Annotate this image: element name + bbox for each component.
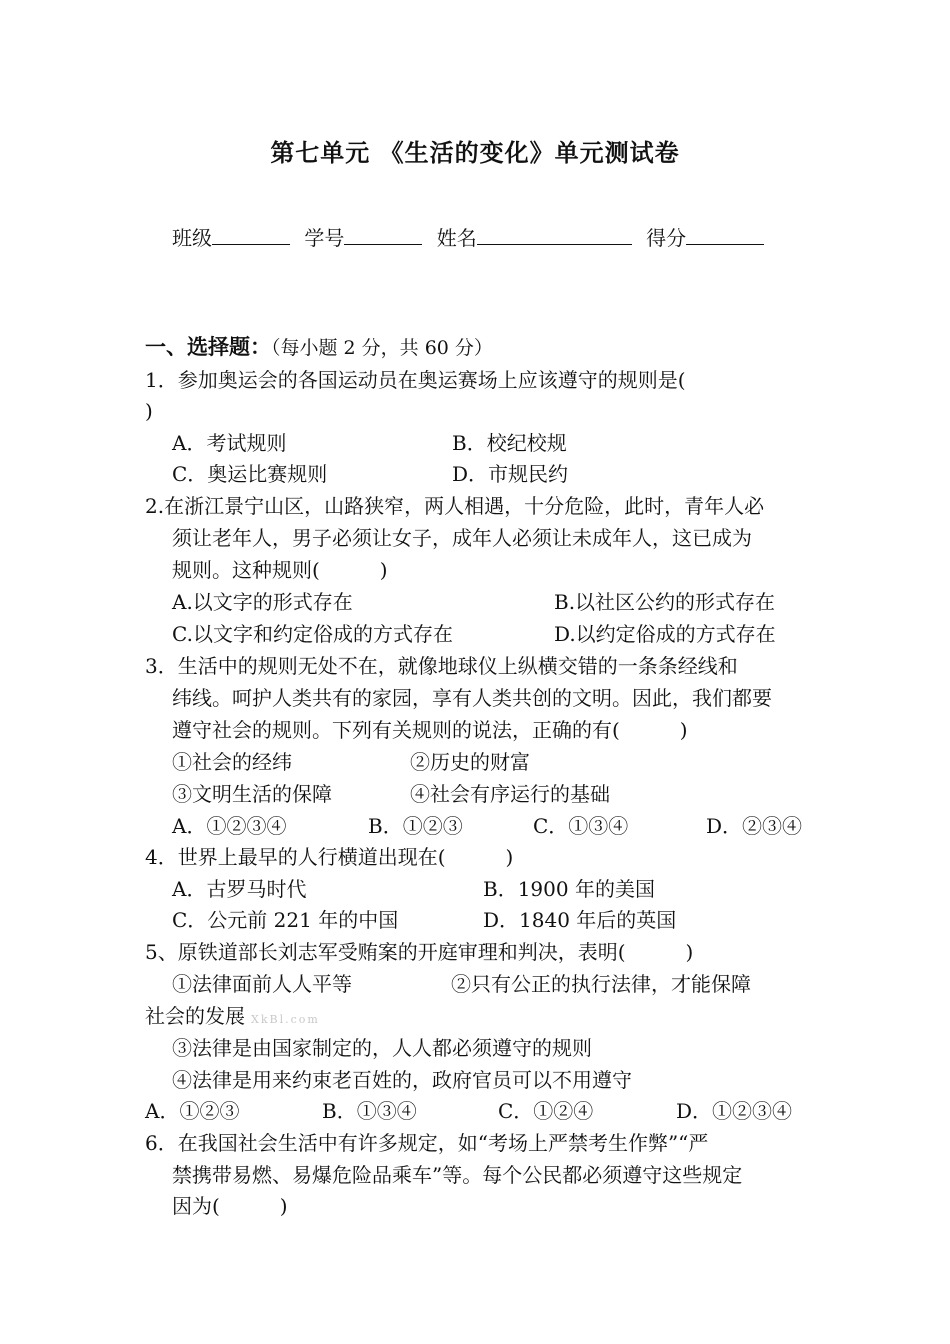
score-label: 得分 [646,226,687,250]
q3-stem-line1: 3．生活中的规则无处不在，就像地球仪上纵横交错的一条条经线和 [145,654,738,678]
q2-option-c: C.以文字和约定俗成的方式存在 [172,622,453,646]
name-blank [477,224,632,245]
q5-stem: 5、原铁道部长刘志军受贿案的开庭审理和判决，表明( ) [145,940,694,964]
q3-option-a: A．①②③④ [172,814,287,838]
q3-statement-2: ②历史的财富 [410,750,530,774]
q2-stem-line2: 须让老年人，男子必须让女子，成年人必须让未成年人，这已成为 [172,526,752,550]
q5-option-a: A．①②③ [145,1099,240,1123]
q3-statement-1: ①社会的经纬 [172,750,292,774]
q3-stem-line3: 遵守社会的规则。下列有关规则的说法，正确的有( ) [172,718,688,742]
q1-option-a: A．考试规则 [172,431,287,455]
q2-stem-line3: 规则。这种规则( ) [172,558,388,582]
q3-option-b: B．①②③ [368,814,463,838]
q5-statement-2-cont: 社会的发展 [145,1004,245,1028]
q5-statement-2-cont-line [145,1002,320,1034]
q4-option-c: C．公元前 221 年的中国 [172,908,399,932]
q4-option-d: D．1840 年后的英国 [483,908,677,932]
number-blank [344,224,422,245]
q3-stem-line2: 纬线。呵护人类共有的家园，享有人类共创的文明。因此，我们都要 [172,686,772,710]
q1-option-c: C．奥运比赛规则 [172,462,328,486]
q4-stem: 4．世界上最早的人行横道出现在( ) [145,845,514,869]
q2-option-a: A.以文字的形式存在 [172,590,353,614]
q4-option-b: B．1900 年的美国 [483,877,655,901]
q2-option-d: D.以约定俗成的方式存在 [554,622,776,646]
student-info-line [172,224,764,252]
q6-stem-line2: 禁携带易燃、易爆危险品乘车”等。每个公民都必须遵守这些规定 [172,1163,743,1187]
q1-stem-line2: ) [145,399,153,423]
q5-statement-4: ④法律是用来约束老百姓的，政府官员可以不用遵守 [172,1068,632,1092]
name-label: 姓名 [436,226,477,250]
section-title: 一、选择题： [145,335,271,359]
q3-statement-3: ③文明生活的保障 [172,782,332,806]
class-label: 班级 [172,226,212,250]
q5-option-b: B．①③④ [322,1099,417,1123]
q1-stem-line1: 1．参加奥运会的各国运动员在奥运赛场上应该遵守的规则是( [145,368,686,392]
q1-option-d: D．市规民约 [452,462,569,486]
page-title: 第七单元 《生活的变化》单元测试卷 [270,139,680,167]
number-label: 学号 [304,226,345,250]
q5-option-d: D．①②③④ [676,1099,793,1123]
q5-statement-3: ③法律是由国家制定的，人人都必须遵守的规则 [172,1036,592,1060]
q3-statement-4: ④社会有序运行的基础 [410,782,610,806]
score-blank [686,224,764,245]
class-blank [212,224,290,245]
q2-stem-line1: 2.在浙江景宁山区，山路狭窄，两人相遇，十分危险，此时，青年人必 [145,494,765,518]
q4-option-a: A．古罗马时代 [172,877,307,901]
q5-option-c: C．①②④ [498,1099,594,1123]
q5-statement-1: ①法律面前人人平等 [172,972,352,996]
watermark: XkBl.com [251,1013,320,1026]
section-note: （每小题 2 分，共 60 分） [271,337,493,359]
q5-statement-2: ②只有公正的执行法律，才能保障 [451,972,751,996]
q3-option-d: D．②③④ [706,814,803,838]
section-heading [145,333,493,362]
q6-stem-line3: 因为( ) [172,1194,288,1218]
q1-option-b: B．校纪校规 [452,431,567,455]
q3-option-c: C．①③④ [533,814,629,838]
q2-option-b: B.以社区公约的形式存在 [554,590,776,614]
q6-stem-line1: 6．在我国社会生活中有许多规定，如“考场上严禁考生作弊”“严 [145,1131,709,1155]
